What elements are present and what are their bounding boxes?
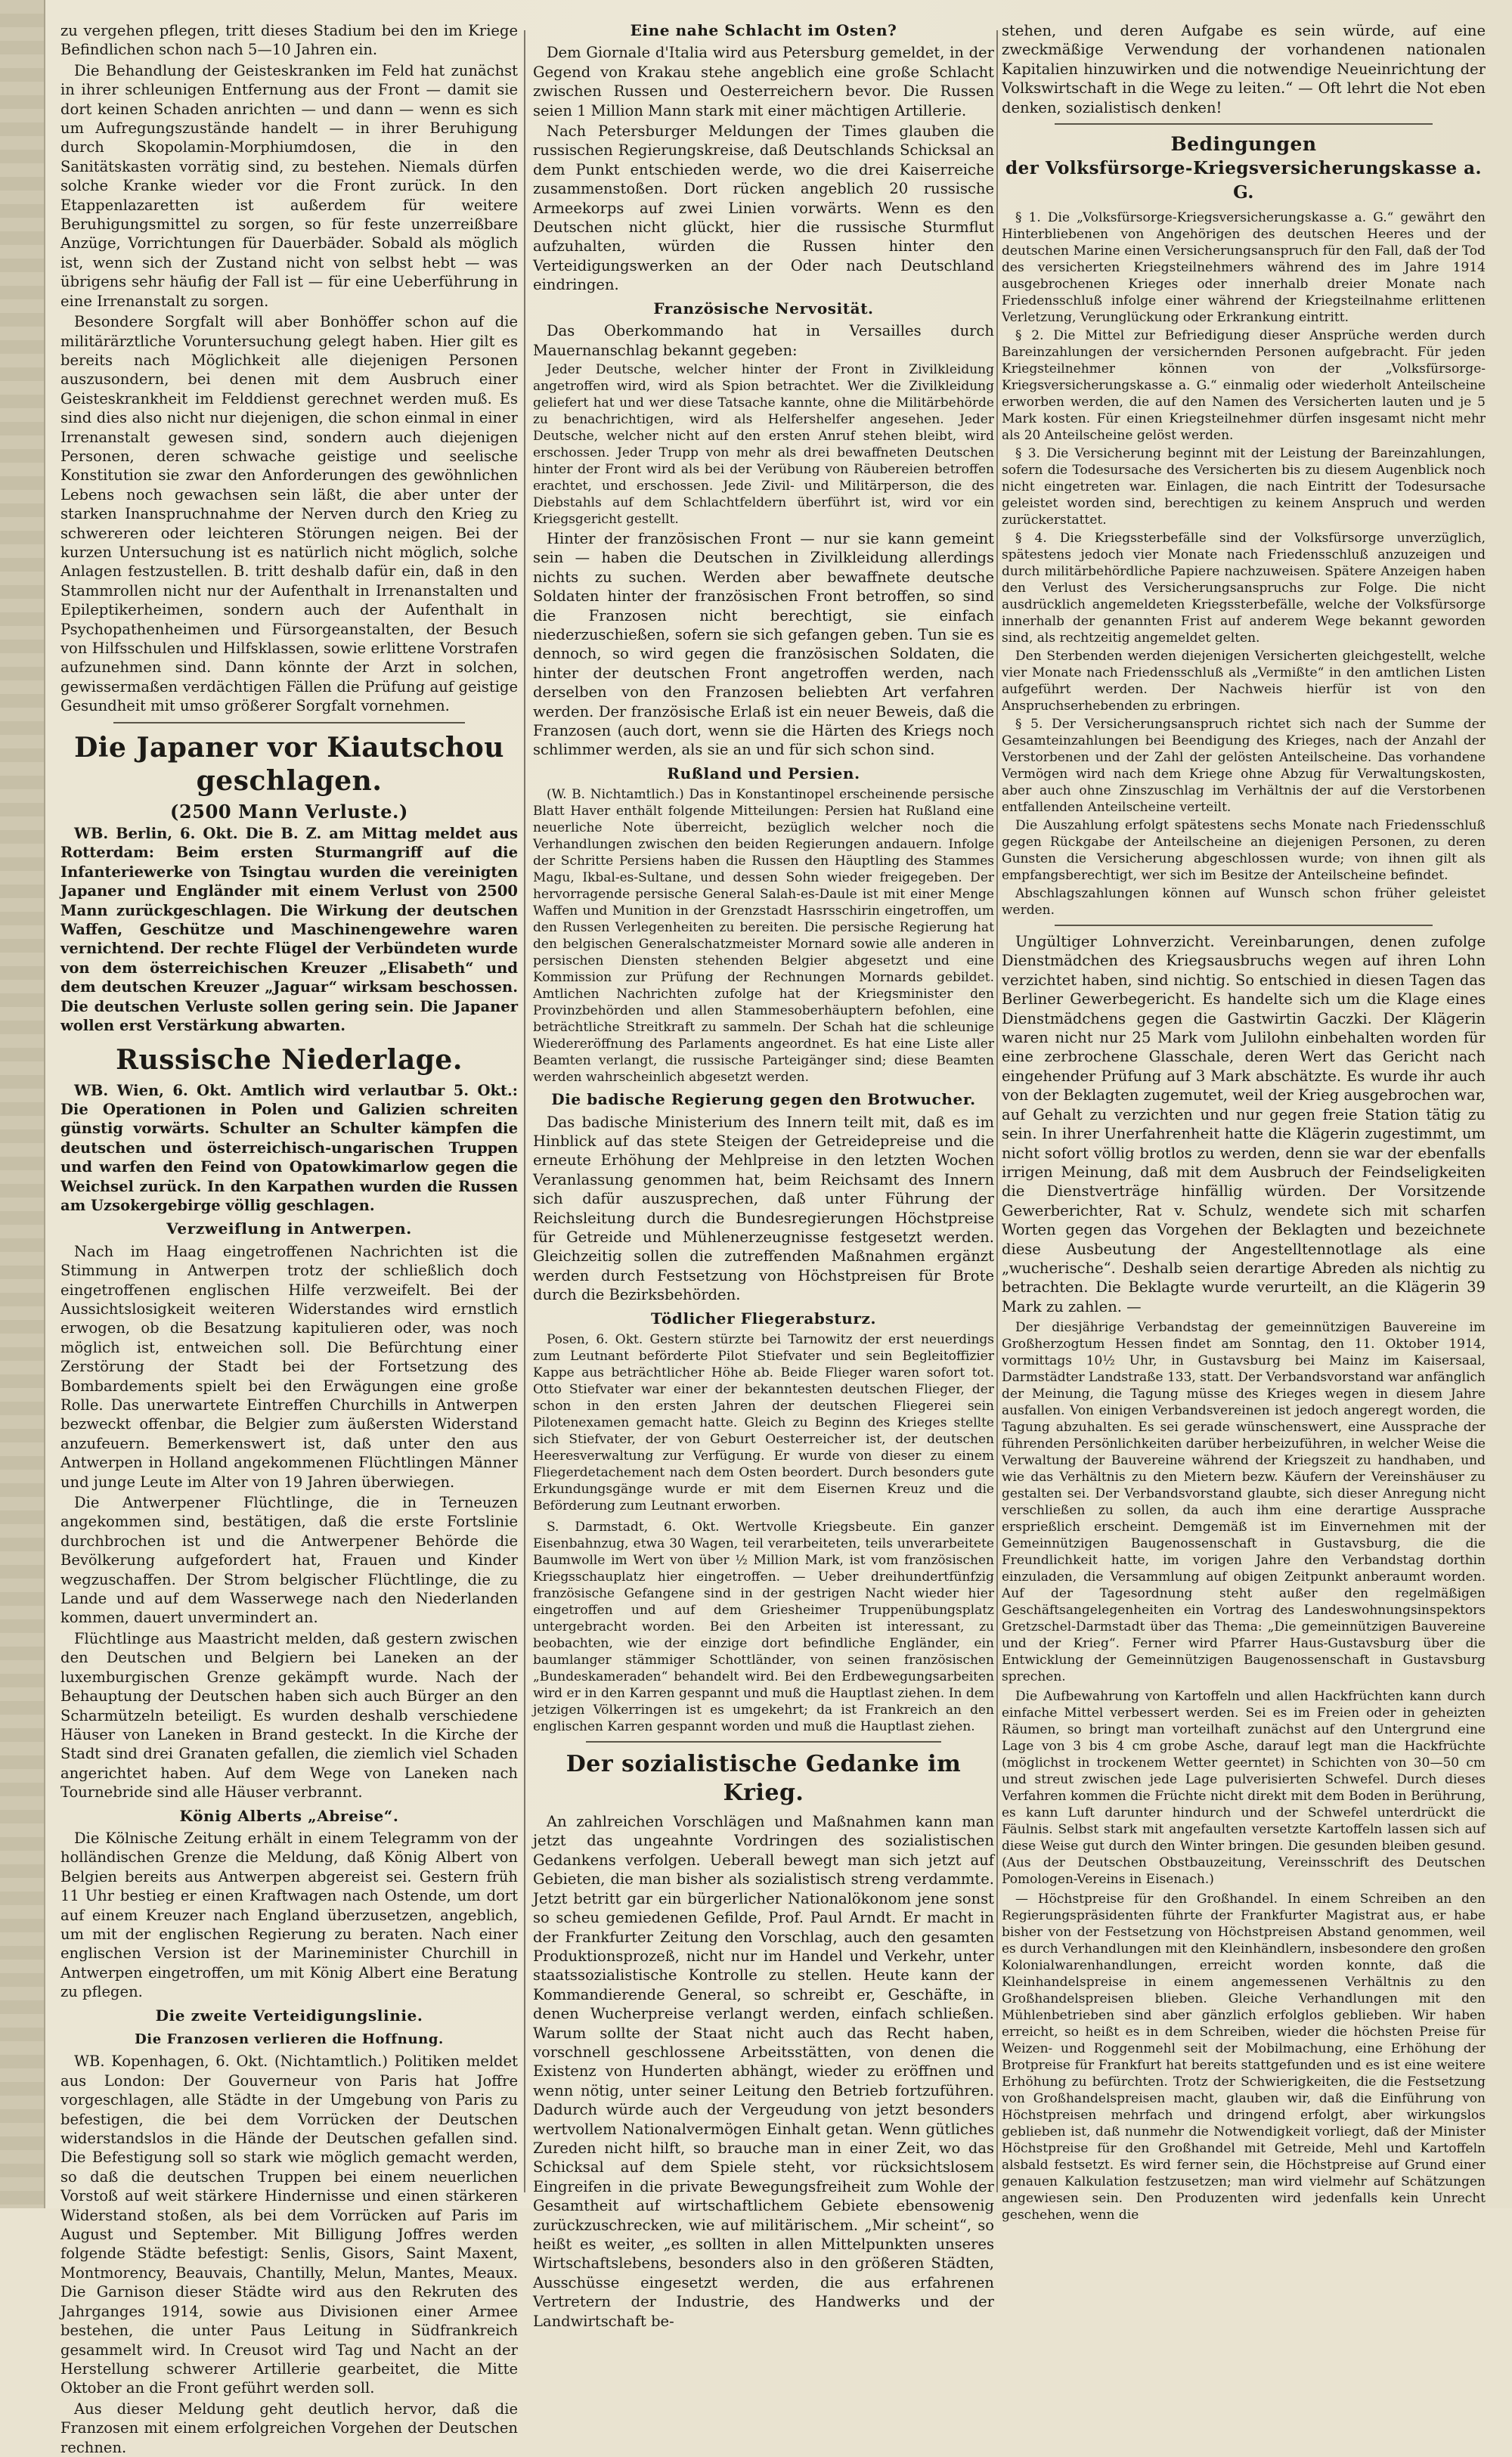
paragraph: Nach Petersburger Meldungen der Times glauben die russischen Regierungskreise, daß Deutschlands Schicksal an dem Punkt entschieden werde, wo die drei Kaiserreiche zusammenstoßen. Dort rücken angeblich 20 russische Armeekorps auf zwei Linien vorwärts. Wenn es den Deutschen nicht glückt, hier die russische Sturmflut aufzuhalten, würden die Russen hinter den Verteidigungswerken an der Oder nach Deutschland eindringen. (533, 122, 994, 294)
paragraph: Dem Giornale d'Italia wird aus Petersburg gemeldet, in der Gegend von Krakau stehe angeblich eine große Schlacht zwischen Russen und Oesterreichern bevor. Die Russen seien 1 Million Mann stark mit einer mächtigen Artillerie. (533, 44, 994, 119)
paragraph: Nach im Haag eingetroffenen Nachrichten ist die Stimmung in Antwerpen trotz der schließlich doch eingetroffenen englischen Hilfe verzweifelt. Bei der Aussichtslosigkeit weiteren Widerstandes wird ernstlich erwogen, ob die Besatzung kapitulieren oder, was noch möglich ist, entweichen soll. Die Befürchtung einer Zerstörung der Stadt bei der Fortsetzung des Bombardements spielt bei den Erwägungen eine große Rolle. Das unerwartete Eintreffen Churchills in Antwerpen bezweckt offenbar, die Belgier zum äußersten Widerstand anzufeuern. Bemerkenswert ist, daß unter den aus Antwerpen in Holland angekommenen Flüchtlingen Männer und junge Leute im Alter von 19 Jahren überwiegen. (60, 1242, 518, 1491)
subheadline-russland-persien: Rußland und Persien. (667, 764, 860, 782)
separator (1055, 123, 1433, 125)
paragraph: S. Darmstadt, 6. Okt. Wertvolle Kriegsbeute. Ein ganzer Eisenbahnzug, etwa 30 Wagen, teil verarbeiteten, teils unverarbeitete Baumwolle im Wert von über ½ Million Mark, ist vom französischen Kriegsschauplatz hier eingetroffen. — Ueber dreihundertfünfzig französische Gefangene sind in der gestrigen Nacht wieder hier eingetroffen und auf dem Griesheimer Truppenübungsplatz untergebracht worden. Bei den Arbeiten ist interessant, zu beobachten, wie der einzige dort befindliche Engländer, ein baumlanger stämmiger Schottländer, von seinen französischen „Bundeskameraden“ behandelt wird. Bei den Erdbewegungsarbeiten wird er in den Karren gespannt und muß die Hauptlast ziehen. In dem jetzigen Völkerringen ist es umgekehrt; da ist Frankreich an den englischen Karren gespannt worden und muß die Hauptlast ziehen. (533, 1520, 994, 1735)
headline-sozialistische-gedanke: Der sozialistische Gedanke im Krieg. (565, 1751, 962, 1807)
subheadline-brotwucher: Die badische Regierung gegen den Brotwucher. (551, 1090, 976, 1109)
paragraph: Die Kölnische Zeitung erhält in einem Telegramm von der holländischen Grenze die Meldung, daß König Albert von Belgien bereits aus Antwerpen abgereist sei. Gestern früh 11 Uhr bestieg er einen Kraftwagen nach Ostende, um dort auf einem Kreuzer nach England überzusetzen, angeblich, um mit der englischen Regierung zu beraten. Nach einer englischen Version ist der Marineminister Churchill in Antwerpen eingetroffen, um mit König Albert eine Beratung zu pflegen. (60, 1829, 518, 2001)
paragraph: Hinter der französischen Front — nur sie kann gemeint sein — haben die Deutschen in Zivilkleidung allerdings nichts zu suchen. Werden aber bewaffnete deutsche Soldaten hinter der französischen Front betroffen, so sind die Franzosen nicht berechtigt, sie einfach niederzuschießen, sofern sie sich gefangen geben. Tun sie es dennoch, so wird gegen die französischen Soldaten, die hinter der deutschen Front angetroffen werden, nach derselben von den Franzosen beliebten Art verfahren werden. Der französische Erlaß ist ein neuer Beweis, daß die Franzosen (auch dort, wenn sie die Härten des Kriegs noch schlimmer werden, als sie an und für sich schon sind. (533, 529, 994, 759)
subheadline-koenig-albert: König Alberts „Abreise“. (179, 1806, 399, 1825)
headline-russische-niederlage: Russische Niederlage. (116, 1043, 463, 1076)
subheadline-japaner: (2500 Mann Verluste.) (170, 800, 408, 823)
paragraph: Den Sterbenden werden diejenigen Versicherten gleichgestellt, welche vier Monate nach Friedensschluß als „Vermißte“ in den amtlichen Listen aufgeführt werden. Der Nachweis hierfür ist von den Anspruchserhebenden zu erbringen. (1002, 649, 1486, 714)
subheadline-antwerpen: Verzweiflung in Antwerpen. (166, 1219, 412, 1238)
column-2 (533, 21, 994, 2330)
paragraph: WB. Kopenhagen, 6. Okt. (Nichtamtlich.) Politiken meldet aus London: Der Gouverneur von Paris hat Joffre vorgeschlagen, alle Städte in der Umgebung von Paris zu befestigen, die bei dem Vorrücken der Deutschen widerstandslos in die Hände der Deutschen gefallen sind. Die Befestigung soll so stark wie möglich gemacht werden, so daß die deutschen Truppen bei einem neuerlichen Vorstoß auf weit stärkere Hindernisse und einen stärkeren Widerstand stoßen, als bei dem Vorrücken auf Paris im August und September. Mit Billigung Joffres werden folgende Städte befestigt: Senlis, Gisors, Saint Maxent, Montmorency, Beauvais, Chantilly, Melun, Mantes, Meaux. Die Garnison dieser Städte wird aus den Rekruten des Jahrganges 1914, sowie aus Divisionen einer Armee bestehen, die unter Paus Leitung in Südfrankreich gesammelt wird. In Creusot wird Tag und Nacht an der Herstellung schwerer Artillerie gearbeitet, die Mitte Oktober an die Front geführt werden soll. (60, 2053, 518, 2397)
headline-japaner: Die Japaner vor Kiautschou geschlagen. (74, 731, 504, 797)
paragraph: WB. Wien, 6. Okt. Amtlich wird verlautbar 5. Okt.: Die Operationen in Polen und Galizien schreiten günstig vorwärts. Schulter an Schulter kämpfen die deutschen und österreichisch-ungarischen Truppen und warfen den Feind von Opatowkimarlow gegen die Weichsel zurück. In den Karpathen wurden die Russen am Uzsokergebirge völlig geschlagen. (60, 1081, 518, 1214)
subheadline-nervositaet: Französische Nervosität. (653, 299, 874, 318)
paragraph: Posen, 6. Okt. Gestern stürzte bei Tarnowitz der erst neuerdings zum Leutnant beförderte Pilot Stiefvater und sein Begleitoffizier Kappe aus beträchtlicher Höhe ab. Beide Flieger waren sofort tot. Otto Stiefvater war einer der bekanntesten deutschen Flieger, der schon in den ersten Jahren der deutschen Fliegerei sein Pilotenexamen gemacht hatte. Gleich zu Beginn des Krieges stellte sich Stiefvater, der von Geburt Oesterreicher ist, der deutschen Heeresverwaltung zur Verfügung. Er wurde von dieser zu einem Fliegerdetachement nach dem Osten beordert. Durch besonders gute Erkundungsgänge wurde er mit dem Eisernen Kreuz und die Beförderung zum Leutnant erworben. (533, 1332, 994, 1514)
paragraph: — Höchstpreise für den Großhandel. In einem Schreiben an den Regierungspräsidenten führte der Frankfurter Magistrat aus, er habe bisher von der Festsetzung von Höchstpreisen Abstand genommen, weil es durch Verhandlungen mit den Kleinhändlern, insbesondere den großen Kolonialwarenhandlungen, erreicht worden konnte, daß die Kleinhandelspreise in einem angemessenen Verhältnis zu den Großhandelspreisen blieben. Gleiche Verhandlungen mit den Mühlenbetrieben sind aber gänzlich erfolglos geblieben. Wir haben erreicht, so heißt es in dem Schreiben, wieder die höchsten Preise für Weizen- und Roggenmehl seit der Mobilmachung, eine Erhöhung der Brotpreise für Frankfurt hat bereits stattgefunden und es ist eine weitere Erhöhung zu befürchten. Trotz der Schwierigkeiten, die die Festsetzung von Großhandelspreisen macht, glauben wir, daß die Einführung von Höchstpreisen mehrfach und dringend erfolgt, aber wirkungslos geblieben ist, daß nunmehr die Notwendigkeit vorliegt, daß der Minister Höchstpreise für den Großhandel mit Getreide, Mehl und Kartoffeln alsbald festsetzt. Es wird ferner sein, die Höchstpreise auf Grund einer genauen Kalkulation festzusetzen; man wird vielmehr auf Schätzungen angewiesen sein. Den Produzenten wird jedenfalls kein Unrecht geschehen, wenn die (1002, 1892, 1486, 2223)
column-rule (524, 30, 525, 2192)
paragraph: Das Oberkommando hat in Versailles durch Mauernanschlag bekannt gegeben: (533, 322, 994, 359)
paragraph: (W. B. Nichtamtlich.) Das in Konstantinopel erscheinende persische Blatt Haver enthält folgende Mitteilungen: Persien hat Rußland eine neuerliche Note überreicht, bezüglich welcher noch die Verhandlungen zwischen den beiden Regierungen andauern. Infolge der Schritte Persiens haben die Russen den Häuptling des Stammes Magu, Ikbal-es-Sultane, und dessen Sohn wieder freigegeben. Der hervorragende persische General Salah-es-Daule ist mit einer Menge Waffen und Munition in der Grenzstadt Hasrsschirin eingetroffen, um den Russen Verlegenheiten zu bereiten. Die persische Regierung hat den belgischen Generalschatzmeister Mornard sowie alle anderen in persischen Diensten stehenden Belgier abgesetzt und eine Kommission zur Prüfung der Rechnungen Mornards gebildet. Amtlichen Nachrichten zufolge hat der Kriegsminister den Provinzbehörden und allen Stammesoberhäuptern befohlen, eine beträchtliche Streitkraft zu sammeln. Der Schah hat die schleunige Wiedereröffnung des Parlaments angeordnet. Es hat eine Liste aller Beamten verlangt, die russische Parteigänger sind; diese Beamten werden wahrscheinlich abgesetzt werden. (533, 787, 994, 1086)
separator (1055, 925, 1433, 926)
headline-volksfuersorge: der Volksfürsorge-Kriegsversicherungskasse a. G. (1005, 158, 1482, 203)
paragraph: § 4. Die Kriegssterbefälle sind der Volksfürsorge unverzüglich, spätestens jedoch vier Monate nach Friedensschluß anzuzeigen und durch militärbehördliche Papiere nachzuweisen. Spätere Anzeigen haben den Verlust des Versicherungsanspruchs zur Folge. Die nicht ausdrücklich angemeldeten Kriegssterbefälle, welche der Volksfürsorge innerhalb der genannten Frist auf anderem Wege bekannt geworden sind, als rechtzeitig angemeldet gelten. (1002, 531, 1486, 646)
subheadline-fliegerabsturz: Tödlicher Fliegerabsturz. (650, 1309, 877, 1328)
paragraph: Die Behandlung der Geisteskranken im Feld hat zunächst in ihrer schleunigen Entfernung aus der Front — damit sie dort keinen Schaden anrichten — und dann — wenn es sich um Aufregungszustände handelt — in ihrer Beruhigung durch Skopolamin-Morphiumdosen, die in den Sanitätskasten vorrätig sind, zu bestehen. Niemals dürfen solche Kranke wieder vor die Front zurück. In den Etappenlazaretten ist außerdem für weitere Beruhigungsmittel zu sorgen, so für feste unzerreißbare Anzüge, Vorrichtungen für Dauerbäder. Sobald als möglich ist, wenn sich der Zustand nicht von selbst hebt — was übrigens sehr häufig der Fall ist — für eine Ueberführung in eine Irrenanstalt zu sorgen. (60, 61, 518, 310)
paragraph: WB. Berlin, 6. Okt. Die B. Z. am Mittag meldet aus Rotterdam: Beim ersten Sturmangriff auf die Infanteriewerke von Tsingtau wurden die vereinigten Japaner und Engländer mit einem Verlust von 2500 Mann zurückgeschlagen. Die Wirkung der deutschen Waffen, Geschütze und Maschinengewehre waren vernichtend. Der rechte Flügel der Verbündeten wurde von dem österreichischen Kreuzer „Elisabeth“ und dem deutschen Kreuzer „Jaguar“ wirksam beschossen. Die deutschen Verluste sollen gering sein. Die Japaner wollen erst Verstärkung abwarten. (60, 825, 518, 1035)
paragraph: Die Antwerpener Flüchtlinge, die in Terneuzen angekommen sind, bestätigen, daß die erste Fortslinie durchbrochen ist und die Antwerpener Behörde die Bevölkerung aufgefordert hat, Frauen und Kinder wegzuschaffen. Der Strom belgischer Flüchtlinge, die zu Lande und auf dem Wasserwege nach den Niederlanden kommen, dauert unvermindert an. (60, 1494, 518, 1627)
column-3 (1002, 21, 1486, 2223)
paragraph: Jeder Deutsche, welcher hinter der Front in Zivilkleidung angetroffen wird, wird als Spion betrachtet. Wer die Zivilkleidung geliefert hat und wer diese Tatsache kannte, ohne die Militärbehörde zu benachrichtigen, wird als Helfershelfer angesehen. Jeder Deutsche, welcher nicht auf den ersten Anruf stehen bleibt, wird erschossen. Jeder Trupp von mehr als drei bewaffneten Deutschen hinter der Front wird als bei der Verübung von Räubereien betroffen erachtet, und erschossen. Jede Zivil- und Militärperson, die des Diebstahls auf dem Schlachtfeldern überführt ist, wird vor ein Kriegsgericht gestellt. (533, 361, 994, 527)
paragraph: § 5. Der Versicherungsanspruch richtet sich nach der Summe der Gesamteinzahlungen bei Beendigung des Krieges, nach der Anzahl der Verstorbenen und der Zahl der gelösten Anteilscheine. Das vorhandene Vermögen wird nach dem Kriege ohne Abzug für Verwaltungskosten, aber auch ohne Zinszuschlag im Verhältnis der auf die Verstorbenen entfallenden Anteilscheine verteilt. (1002, 717, 1486, 816)
paragraph: Ungültiger Lohnverzicht. Vereinbarungen, denen zufolge Dienstmädchen des Kriegsausbruchs wegen auf ihren Lohn verzichtet haben, sind nichtig. So entschied in diesen Tagen das Berliner Gewerbegericht. Es handelte sich um die Klage eines Dienstmädchens gegen die Gastwirtin Gaczki. Der Klägerin waren nicht nur 25 Mark vom Julilohn einbehalten worden für eine zerbrochene Glasschale, deren Wert das Gericht nach eingehender Prüfung auf 3 Mark abschätzte. Es wurde ihr auch von der Beklagten zugemutet, weil der Krieg ausgebrochen war, auf Gehalt zu verzichten und nur gegen freie Station tätig zu sein. In ihrer Unerfahrenheit hatte die Klägerin zugestimmt, um nicht sofort völlig brotlos zu werden, denn sie war der ebenfalls irrigen Meinung, daß mit dem Ausbruch der Feindseligkeiten die Dienstverträge hinfällig würden. Der Vorsitzende Gewerberichter, Rat v. Schulz, wendete sich mit scharfen Worten gegen das Vorgehen der Beklagten und bezeichnete diese Ausbeutung der Angestelltennotlage als eine „wucherische“. Deshalb seien derartige Abreden als nichtig zu betrachten. Die Beklagte wurde verurteilt, an die Klägerin 39 Mark zu zahlen. — (1002, 933, 1486, 1315)
separator (113, 722, 465, 723)
paragraph: Flüchtlinge aus Maastricht melden, daß gestern zwischen den Deutschen und Belgiern bei Laneken an der luxemburgischen Grenze gekämpft wurde. Nach der Behauptung der Deutschen haben sich auch Bürger an den Scharmützeln beteiligt. Es wurden deshalb verschiedene Häuser von Laneken in Brand gesteckt. In die Kirche der Stadt sind drei Granaten gefallen, die ziemlich viel Schaden angerichtet haben. Auf dem Wege von Laneken nach Tournebride sind alle Häuser verbrannt. (60, 1629, 518, 1802)
subheadline-verteidigungslinie: Die zweite Verteidigungslinie. (155, 2006, 423, 2025)
subheadline-franzosen: Die Franzosen verlieren die Hoffnung. (135, 2031, 444, 2047)
subheadline-schlacht-osten: Eine nahe Schlacht im Osten? (630, 21, 897, 39)
paragraph: Die Aufbewahrung von Kartoffeln und allen Hackfrüchten kann durch einfache Mittel verbessert werden. Sei es im Freien oder in geheizten Räumen, so bringt man vorteilhaft zunächst auf den Untergrund eine Lage von 3 bis 4 cm grobe Asche, darauf legt man die Hackfrüchte (möglichst in trockenem Wetter geerntet) in Schichten von 30—50 cm und streut zwischen jede Lage pulverisierten Schwefel. Durch dieses Verfahren kommen die Früchte nicht direkt mit dem Boden in Berührung, es kann Luft darunter hindurch und der Schwefel unterdrückt die Fäulnis. Selbst stark mit angefaulten versetzte Kartoffeln lassen sich auf diese Weise gut durch den Winter bringen. Die gesunden bleiben gesund. (Aus der Deutschen Obstbauzeitung, Vereinsschrift des Deutschen Pomologen-Vereins in Eisenach.) (1002, 1689, 1486, 1888)
column-1 (60, 21, 518, 2456)
paragraph: Der diesjährige Verbandstag der gemeinnützigen Bauvereine im Großherzogtum Hessen findet am Sonntag, den 11. Oktober 1914, vormittags 10½ Uhr, in Gustavsburg bei Mainz im Kaisersaal, Darmstädter Landstraße 133, statt. Der Verbandsvorstand war anfänglich der Meinung, die Tagung müsse des Krieges wegen in diesem Jahre ausfallen. Von einigen Verbandsvereinen ist jedoch angeregt worden, die Tagung abzuhalten. Es sei gerade wünschenswert, eine Aussprache der führenden Persönlichkeiten darüber herbeizuführen, in welcher Weise die Verwaltung der Bauvereine während der Kriegszeit zu handhaben, und wie das Verhältnis zu den Mietern bezw. Käufern der Vereinshäuser zu gestalten sei. Der Verbandsvorstand glaubte, sich dieser Anregung nicht verschließen zu sollen, da auch ihm eine derartige Aussprache ersprießlich erscheint. Demgemäß ist im Einvernehmen mit der Gemeinnützigen Baugenossenschaft in Gustavsburg, die die Freundlichkeit hatte, im vorigen Jahre den Verbandstag dorthin einzuladen, die Versammlung auf obigen Zeitpunkt anberaumt worden. Auf der Tagesordnung steht außer den regelmäßigen Geschäftsangelegenheiten ein Vortrag des Landeswohnungsinspektors Gretzschel-Darmstadt über das Thema: „Die gemeinnützigen Bauvereine und der Krieg“. Ferner wird Pfarrer Haus-Gustavsburg über die Entwicklung der Gemeinnützigen Baugenossenschaft in Gustavsburg sprechen. (1002, 1320, 1486, 1685)
paragraph: Besondere Sorgfalt will aber Bonhöffer schon auf die militärärztliche Voruntersuchung gelegt haben. Hier gilt es bereits nach Möglichkeit alle diejenigen Personen auszusondern, bei denen mit dem Ausbruch einer Geisteskrankheit im Felddienst gerechnet werden muß. Es sind dies also nicht nur diejenigen, die schon einmal in einer Irrenanstalt gewesen sind, sondern auch diejenigen Personen, deren schwache geistige und seelische Konstitution sie zwar den Anforderungen des gewöhnlichen Lebens noch gewachsen sein läßt, die aber unter der starken Inanspruchnahme der Nerven durch den Krieg zu schwereren oder leichteren Störungen neigen. Bei der kurzen Untersuchung ist es natürlich nicht möglich, solche Anlagen festzustellen. B. tritt deshalb dafür ein, daß in den Stammrollen nicht nur der Aufenthalt in Irrenanstalten und Epileptikerheimen, sondern auch der Aufenthalt in Psychopathenheimen und Fürsorgeanstalten, der Besuch von Hilfsschulen und Hilfsklassen, sowie erlittene Vorstrafen aufzunehmen sind. Dann könnte der Arzt in solchen, gewissermaßen verdächtigen Fällen die Prüfung auf geistige Gesundheit mit umso größerer Sorgfalt vornehmen. (60, 313, 518, 715)
separator (586, 1741, 941, 1743)
paragraph: zu vergehen pflegen, tritt dieses Stadium bei den im Kriege Befindlichen schon nach 5—10 Jahren ein. (60, 22, 518, 59)
paragraph: Abschlagszahlungen können auf Wunsch schon früher geleistet werden. (1002, 886, 1486, 919)
paragraph: stehen, und deren Aufgabe es sein würde, auf eine zweckmäßige Verwendung der vorhandenen nationalen Kapitalien hinzuwirken und die notwendige Neueinrichtung der Volkswirtschaft in die Wege zu leiten.“ — Oft lehrt die Not eben denken, sozialistisch denken! (1002, 22, 1486, 116)
paragraph: Aus dieser Meldung geht deutlich hervor, daß die Franzosen mit einem erfolgreichen Vorgehen der Deutschen rechnen. (60, 2400, 518, 2456)
paragraph: An zahlreichen Vorschlägen und Maßnahmen kann man jetzt das ungeahnte Vordringen des sozialistischen Gedankens verfolgen. Ueberall bewegt man sich jetzt auf Gebieten, die man bisher als sozialistisch streng verdammte. Jetzt betritt gar ein bürgerlicher Nationalökonom jene sonst so scheu gemiedenen Gefilde, Prof. Paul Arndt. Er macht in der Frankfurter Zeitung den Vorschlag, auch den gesamten Produktionsprozeß, nicht nur im Handel und Verkehr, unter staatssozialistische Kontrolle zu stellen. Heute kann der Kommandierende General, so schreibt er, Geschäfte, in denen Wucherpreise verlangt werden, einfach schließen. Warum sollte der Staat nicht auch das Recht haben, vorschnell geschlossene Arbeitsstätten, von denen die Existenz von Hunderten abhängt, wieder zu eröffnen und wenn nötig, unter seiner Leitung den Betrieb fortzuführen. Dadurch würde auch der Vergeudung von jetzt besonders wertvollem Nationalvermögen Einhalt getan. Wenn gütliches Zureden nicht hilft, so brauche man in einer Zeit, wo das Schicksal auf dem Spiele steht, vor rücksichtslosem Eingreifen in die private Bewegungsfreiheit zum Wohle der Gesamtheit auf wirtschaftlichem Gebiete ebensowenig zurückzuschrecken, wie auf militärischem. „Mir scheint“, so heißt es weiter, „es sollten in allen Mittelpunkten unseres Wirtschaftslebens, besonders also in den größeren Städten, Ausschüsse eingesetzt werden, die aus erfahrenen Vertretern der Industrie, des Handwerks und der Landwirtschaft be- (533, 1813, 994, 2330)
paragraph: § 1. Die „Volksfürsorge-Kriegsversicherungskasse a. G.“ gewährt den Hinterbliebenen von Angehörigen des deutschen Heeres und der deutschen Marine einen Versicherungsanspruch für den Fall, daß der Tod des versicherten Kriegsteilnehmers während des im Jahre 1914 ausgebrochenen Krieges oder innerhalb dreier Monate nach Friedensschluß infolge einer während der Kriegsteilnahme erlittenen Verletzung, Verunglückung oder Erkrankung eintritt. (1002, 210, 1486, 326)
paragraph: § 3. Die Versicherung beginnt mit der Leistung der Bareinzahlungen, sofern die Todesursache des Versicherten bis zu diesem Augenblick noch nicht eingetreten war. Einlagen, die nach Eintritt der Todesursache geleistet worden sind, berechtigen zu keinem Anspruch und werden zurückerstattet. (1002, 446, 1486, 528)
paragraph: Die Auszahlung erfolgt spätestens sechs Monate nach Friedensschluß gegen Rückgabe der Anteilscheine an diejenigen Personen, zu deren Gunsten die Versicherung abgeschlossen wurde; von ihnen gilt als empfangsberechtigt, wer sich im Besitze der Anteilscheine befindet. (1002, 818, 1486, 884)
headline-bedingungen: Bedingungen (1170, 133, 1317, 156)
paragraph: § 2. Die Mittel zur Befriedigung dieser Ansprüche werden durch Bareinzahlungen der versichernden Personen aufgebracht. Für jeden Kriegsteilnehmer können von der „Volksfürsorge-Kriegsversicherungskasse a. G.“ einmalig oder wiederholt Anteilscheine erworben werden, die auf den Namen des Versicherten lauten und je 5 Mark kosten. Für einen Kriegsteilnehmer dürfen insgesamt nicht mehr als 20 Anteilscheine gelöst werden. (1002, 328, 1486, 444)
paragraph: Das badische Ministerium des Innern teilt mit, daß es im Hinblick auf das stete Steigen der Getreidepreise und die erneute Erhöhung der Mehlpreise in den letzten Wochen Veranlassung genommen hat, beim Reichsamt des Innern sich dafür auszusprechen, daß unter Führung der Reichsleitung durch die Bundesregierungen Höchstpreise für Getreide und Mühlenerzeugnisse festgesetzt werden. Gleichzeitig sollen die zutreffenden Maßnahmen ergänzt werden durch Festsetzung von Höchstpreisen für Brote durch die Bezirksbehörden. (533, 1113, 994, 1304)
column-rule (996, 30, 998, 2192)
adjacent-page-edge (0, 0, 45, 2208)
